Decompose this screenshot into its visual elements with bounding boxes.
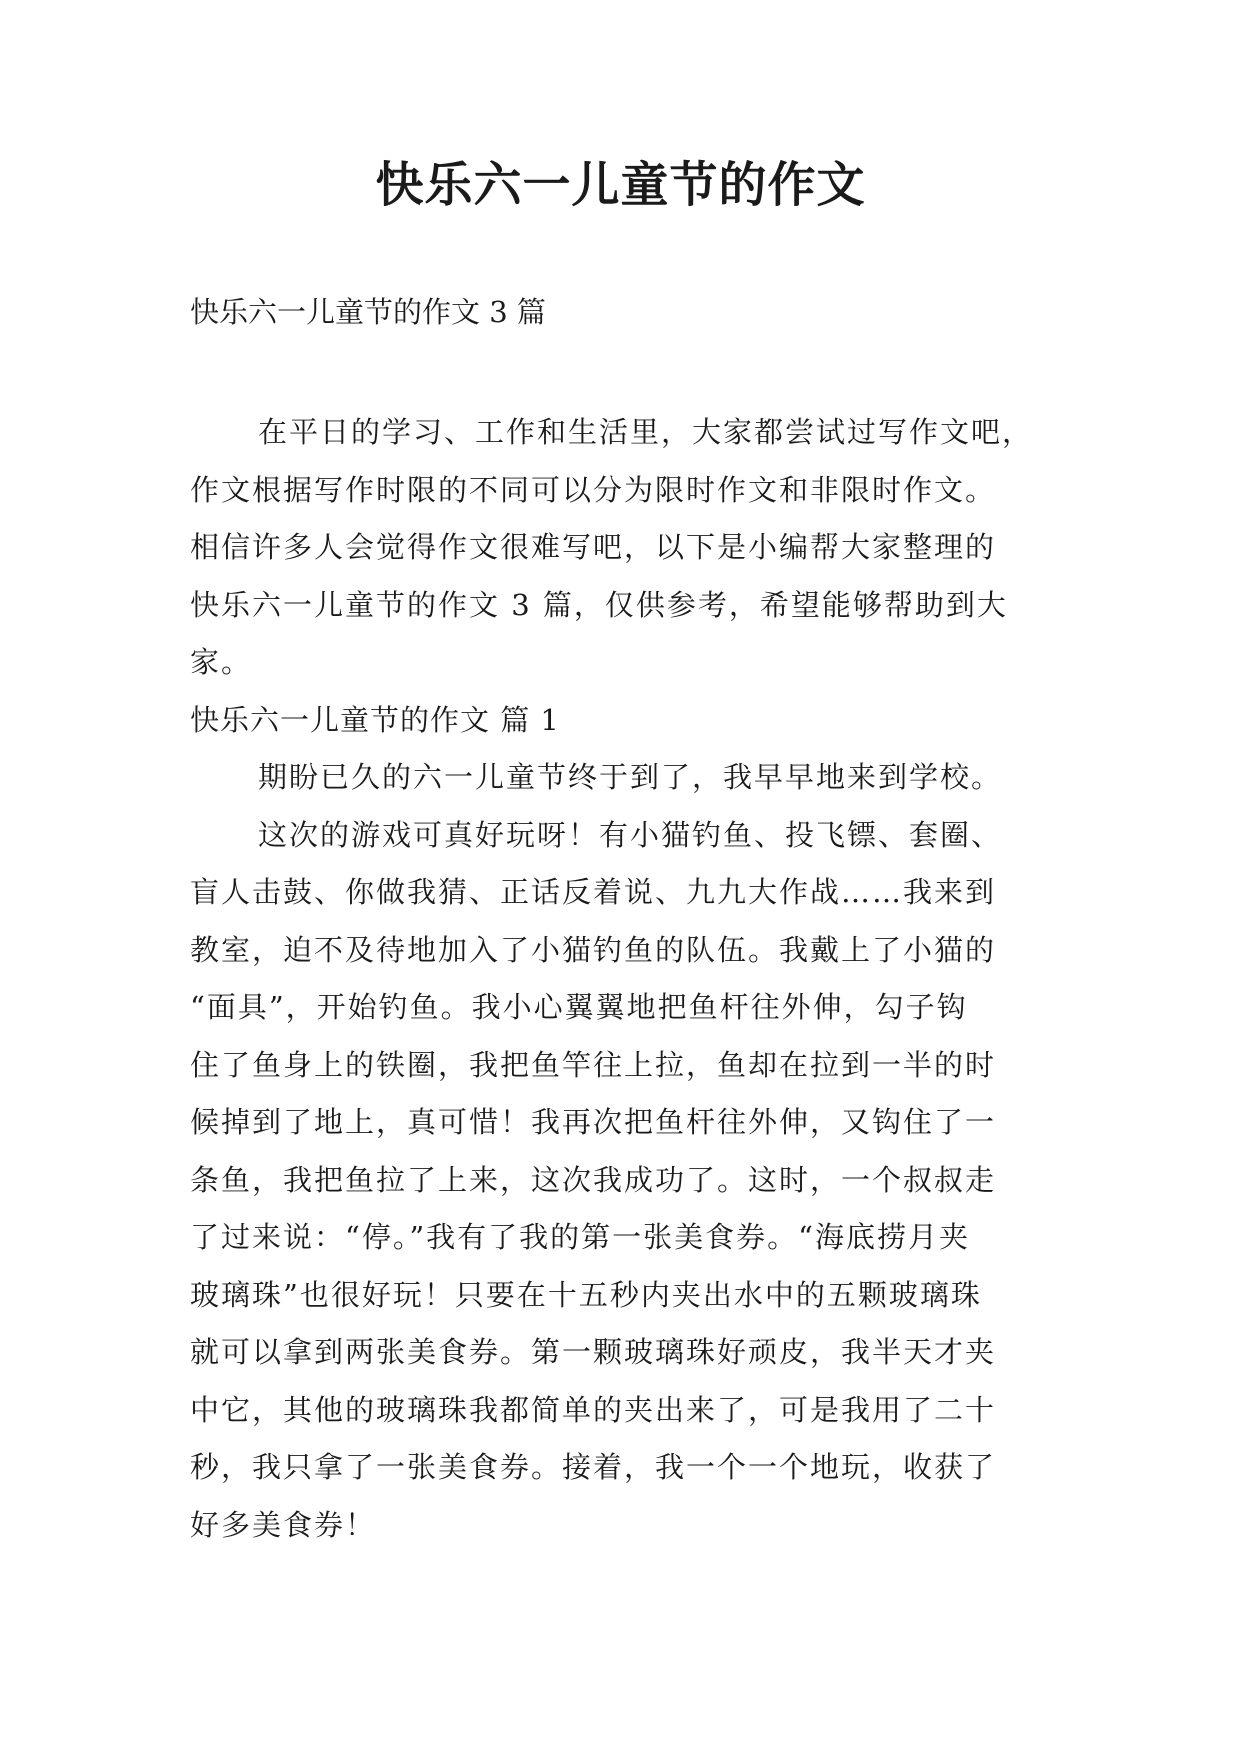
text-line: 中它，其他的玻璃珠我都简单的夹出来了，可是我用了二十 bbox=[190, 1392, 997, 1427]
text-line: “面具”，开始钓鱼。我小心翼翼地把鱼杆往外伸，勾子钩 bbox=[190, 990, 968, 1024]
text-line: 秒，我只拿了一张美食券。接着，我一个一个地玩，收获了 bbox=[190, 1450, 997, 1484]
text-line: 玻璃珠”也很好玩！只要在十五秒内夹出水中的五颗玻璃珠 bbox=[190, 1277, 982, 1312]
text-line: 在平日的学习、工作和生活里，大家都尝试过写作文吧， bbox=[258, 415, 1034, 449]
document-title: 快乐六一儿童节的作文 bbox=[375, 157, 866, 213]
intro-paragraph bbox=[190, 404, 1070, 692]
text-line: 好多美食券！ bbox=[190, 1507, 377, 1542]
text-line: 就可以拿到两张美食券。第一颗玻璃珠好顽皮，我半天才夹 bbox=[190, 1335, 997, 1369]
document-body bbox=[190, 404, 1070, 1554]
text-line: 了过来说：“停。”我有了我的第一张美食券。“海底捞月夹 bbox=[190, 1220, 970, 1254]
text-line: 这次的游戏可真好玩呀！有小猫钓鱼、投飞镖、套圈、 bbox=[258, 817, 1003, 852]
text-line: 条鱼，我把鱼拉了上来，这次我成功了。这时，一个叔叔走 bbox=[190, 1162, 997, 1197]
text-line: 住了鱼身上的铁圈，我把鱼竿往上拉，鱼却在拉到一半的时 bbox=[190, 1047, 997, 1082]
paragraph-2 bbox=[190, 807, 1070, 1555]
text-line: 作文根据写作时限的不同可以分为限时作文和非限时作文。 bbox=[190, 472, 997, 507]
document-subtitle: 快乐六一儿童节的作文 3 篇 bbox=[190, 295, 546, 329]
text-line: 相信许多人会觉得作文很难写吧，以下是小编帮大家整理的 bbox=[190, 530, 997, 564]
text-line: 快乐六一儿童节的作文 3 篇，仅供参考，希望能够帮助到大 bbox=[190, 587, 1008, 622]
text-line: 候掉到了地上，真可惜！我再次把鱼杆往外伸，又钩住了一 bbox=[190, 1105, 997, 1139]
text-line: 期盼已久的六一儿童节终于到了，我早早地来到学校。 bbox=[258, 760, 1003, 794]
text-line: 教室，迫不及待地加入了小猫钓鱼的队伍。我戴上了小猫的 bbox=[190, 932, 997, 967]
section-heading: 快乐六一儿童节的作文 篇 1 bbox=[190, 702, 560, 737]
paragraph-1 bbox=[190, 749, 1070, 807]
text-line: 家。 bbox=[190, 645, 253, 679]
text-line: 盲人击鼓、你做我猜、正话反着说、九九大作战……我来到 bbox=[190, 875, 997, 909]
